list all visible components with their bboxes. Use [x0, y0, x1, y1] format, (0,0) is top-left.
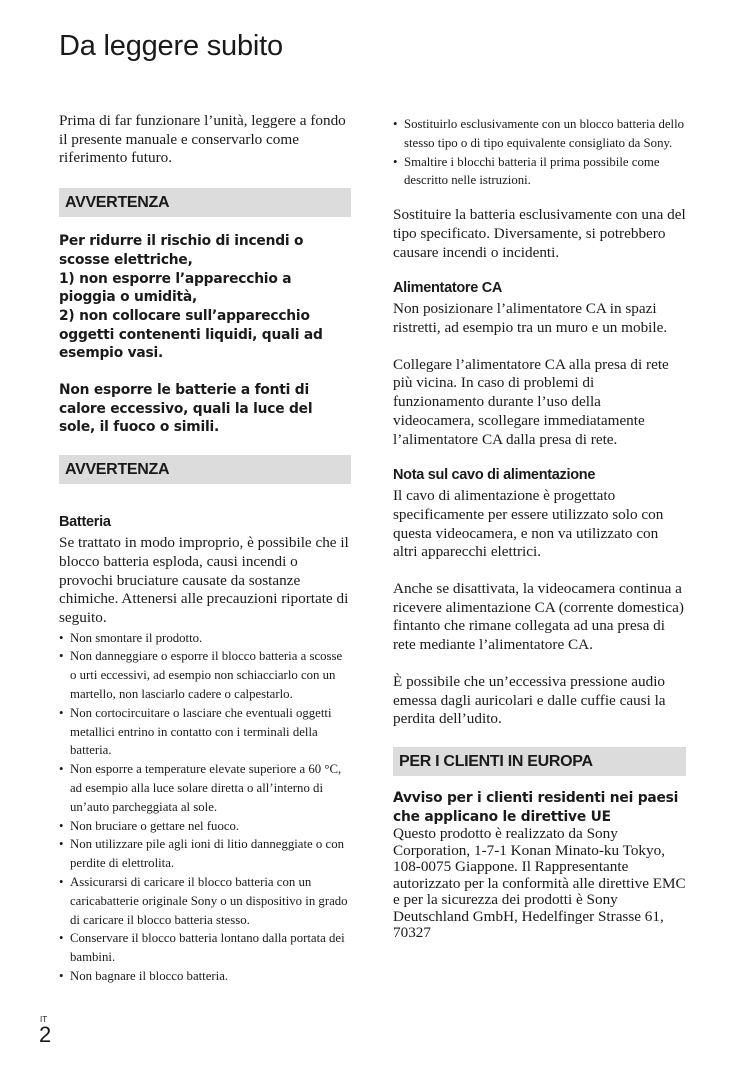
audio-text: È possibile che un’eccessiva pressione audio emessa dagli auricolari e dalle cuffie causi la perdita dell’udito. [393, 672, 666, 728]
list-item: • Conservare il blocco batteria lontano dalla portata dei bambini. [59, 929, 351, 967]
warning-1-heat: Non esporre le batterie a fonti di calore eccessivo, quali la luce del sole, il fuoco o simili. [59, 382, 313, 436]
right-bullet-list [393, 115, 686, 190]
ac-text-2: Collegare l’alimentatore CA alla presa di rete più vicina. In caso di problemi di funzionamento durante l’uso della videocamera, scollegare immediatamente l’alimentatore CA dalla presa di rete. [393, 355, 669, 448]
battery-heading: Batteria [59, 514, 111, 531]
list-item: • Assicurarsi di caricare il blocco batteria con un caricabatterie originale Sony o un dispositivo in grado di caricare il blocco batteria stesso. [59, 873, 351, 929]
warning-band-2: AVVERTENZA [59, 455, 351, 484]
warning-1-block [59, 232, 351, 437]
ac-text-1: Non posizionare l’alimentatore CA in spazi ristretti, ad esempio tra un muro e un mobile. [393, 300, 668, 336]
eu-heading: Avviso per i clienti residenti nei paesi che applicano le direttive UE [393, 789, 679, 825]
list-item: • Non bruciare o gettare nel fuoco. [59, 817, 351, 836]
page-title: Da leggere subito [59, 30, 283, 62]
warning-1-line-1: Per ridurre il rischio di incendi o scosse elettriche, [59, 233, 304, 268]
warning-1-line-3: 2) non collocare sull’apparecchio oggetti contenenti liquidi, quali ad esempio vasi. [59, 307, 323, 362]
ac-heading: Alimentatore CA [393, 280, 503, 297]
list-item: • Non danneggiare o esporre il blocco batteria a scosse o urti eccessivi, ad esempio non schiacciarlo con un martello, non lasciarlo cadere o calpestarlo. [59, 647, 351, 703]
list-item: • Non esporre a temperature elevate superiore a 60 °C, ad esempio alla luce solare diretta o all’interno di un’auto parcheggiata al sole. [59, 760, 351, 816]
warning-band-1: AVVERTENZA [59, 188, 351, 217]
intro-text: Prima di far funzionare l’unità, leggere a fondo il presente manuale e conservarlo come riferimento futuro. [59, 112, 346, 167]
warning-1-line-2: 1) non esporre l’apparecchio a pioggia o umidità, [59, 270, 292, 306]
list-item: • Non smontare il prodotto. [59, 629, 351, 648]
europe-band: PER I CLIENTI IN EUROPA [393, 747, 686, 776]
list-item: • Sostituirlo esclusivamente con un blocco batteria dello stesso tipo o di tipo equivalente consigliato da Sony. [393, 115, 686, 153]
list-item: • Non utilizzare pile agli ioni di litio danneggiate o con perdite di elettrolita. [59, 835, 351, 873]
right-column [393, 115, 686, 942]
battery-bullet-list [59, 629, 351, 986]
language-code: IT [40, 1015, 48, 1024]
eu-text: Questo prodotto è realizzato da Sony Corporation, 1-7-1 Konan Minato-ku Tokyo, 108-0075 Giappone. Il Rappresentante autorizzato per la conformità alle direttive EMC e per la sicurezza dei prodotti è Sony Deutschland GmbH, Hedelfinger Strasse 61, 70327 [393, 825, 686, 942]
off-text: Anche se disattivata, la videocamera continua a ricevere alimentazione CA (corrente domestica) fintanto che rimane collegata ad una presa di rete mediante l’alimentatore CA. [393, 580, 684, 654]
battery-text: Se trattato in modo improprio, è possibile che il blocco batteria esploda, causi incendi o provochi bruciature causate da sostanze chimiche. Attenersi alle precauzioni riportate di seguito. [59, 534, 349, 626]
list-item: • Non bagnare il blocco batteria. [59, 967, 351, 986]
list-item: • Non cortocircuitare o lasciare che eventuali oggetti metallici entrino in contatto con i terminali della batteria. [59, 704, 351, 760]
cord-text: Il cavo di alimentazione è progettato specificamente per essere utilizzato solo con questa videocamera, e non va utilizzato con altri apparecchi elettrici. [393, 487, 664, 561]
replace-text: Sostituire la batteria esclusivamente con una del tipo specificato. Diversamente, si potrebbero causare incendi o incidenti. [393, 206, 686, 261]
cord-heading: Nota sul cavo di alimentazione [393, 467, 596, 484]
left-column [59, 112, 351, 986]
list-item: • Smaltire i blocchi batteria il prima possibile come descritto nelle istruzioni. [393, 153, 686, 191]
page-number: 2 [39, 1022, 52, 1047]
